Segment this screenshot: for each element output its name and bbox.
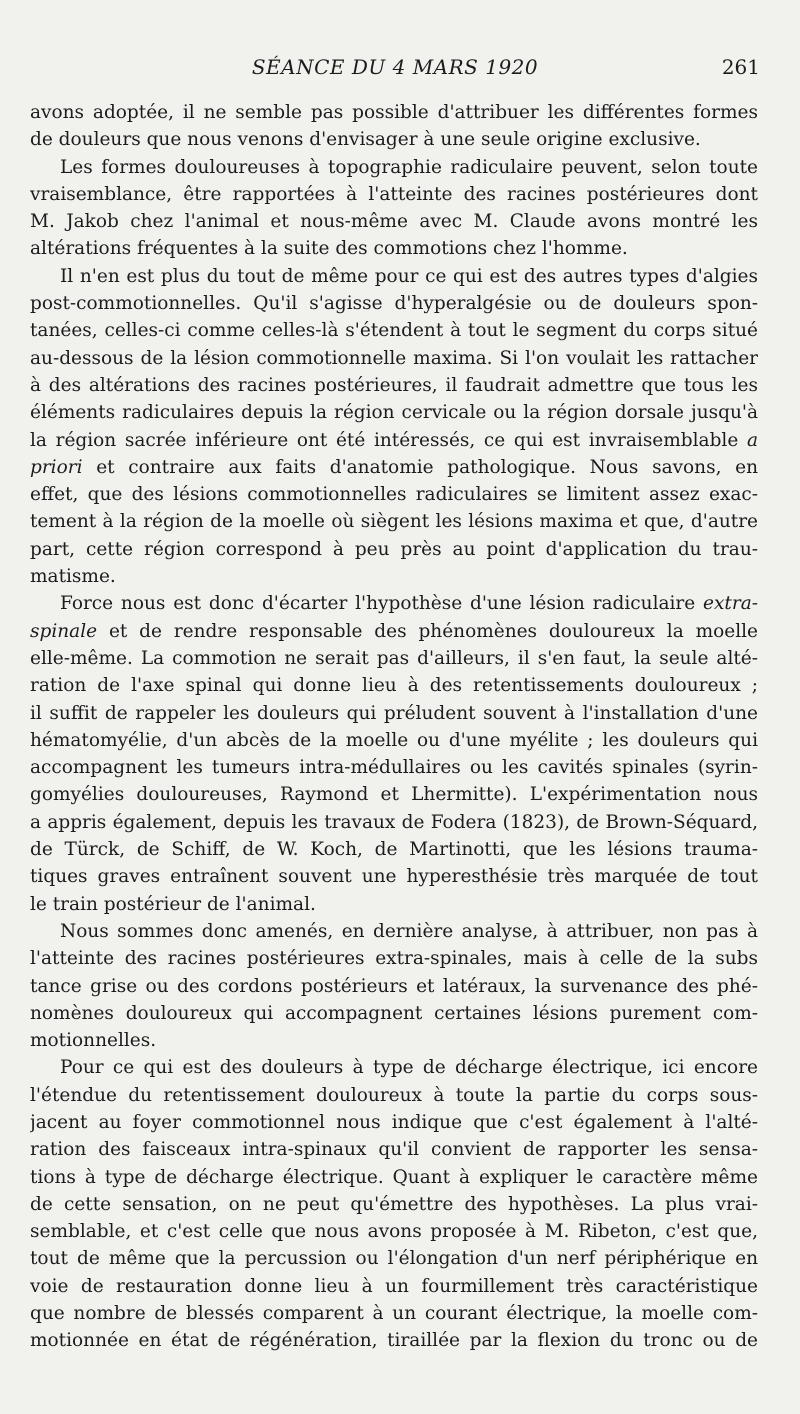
text-line: que nombre de blessés comparent à un courant électrique, la moelle com- [30, 1303, 758, 1325]
italic-word: a [746, 429, 758, 451]
text-line: effet, que des lésions commotionnelles radiculaires se limitent assez exac- [30, 484, 758, 506]
italic-word: priori [30, 456, 83, 478]
text-line: Nous sommes donc amenés, en dernière analyse, à attribuer, non pas à [60, 920, 758, 942]
text-line: au-dessous de la lésion commotionnelle maxima. Si l'on voulait les rattacher [30, 347, 758, 369]
text-segment: et contraire aux faits d'anatomie pathologique. Nous savons, en [96, 456, 758, 478]
page-number: 261 [721, 55, 760, 79]
text-line: vraisemblance, être rapportées à l'atteinte des racines postérieures dont [30, 183, 758, 205]
text-line: ration de l'axe spinal qui donne lieu à des retentissements douloureux ; [30, 675, 758, 697]
text-line: M. Jakob chez l'animal et nous-même avec M. Claude avons montré les [30, 211, 758, 233]
running-title: SÉANCE DU 4 MARS 1920 [251, 55, 539, 79]
text-line: post-commotionnelles. Qu'il s'agisse d'hyperalgésie ou de douleurs spon- [30, 293, 758, 315]
text-line: de cette sensation, on ne peut qu'émettre des hypothèses. La plus vrai- [30, 1193, 758, 1215]
text-line: tanées, celles-ci comme celles-là s'étendent à tout le segment du corps situé [30, 320, 758, 342]
text-line [30, 618, 758, 645]
body-text [30, 99, 758, 1355]
text-line: le train postérieur de l'animal. [30, 893, 316, 915]
text-line: tout de même que la percussion ou l'élongation d'un nerf périphérique en [30, 1248, 758, 1270]
text-line: nomènes douloureux qui accompagnent certaines lésions purement com- [30, 1002, 758, 1024]
italic-word: spinale [30, 620, 98, 642]
text-line: tions à type de décharge électrique. Quant à expliquer le caractère même [30, 1166, 758, 1188]
text-line: voie de restauration donne lieu à un fourmillement très caractéristique [30, 1275, 758, 1297]
text-line: Il n'en est plus du tout de même pour ce qui est des autres types d'algies [60, 265, 758, 287]
page-header [30, 55, 760, 89]
text-line: motionnée en état de régénération, tiraillée par la flexion du tronc ou de [30, 1330, 758, 1352]
text-line: de Türck, de Schiff, de W. Koch, de Martinotti, que les lésions trauma- [30, 839, 758, 861]
text-line: a appris également, depuis les travaux de Fodera (1823), de Brown-Séquard, [30, 811, 758, 833]
text-line: avons adoptée, il ne semble pas possible d'attribuer les différentes formes [30, 102, 758, 123]
text-line: à des altérations des racines postérieures, il faudrait admettre que tous les [30, 374, 758, 396]
text-line: de douleurs que nous venons d'envisager à une seule origine exclusive. [30, 129, 701, 151]
text-segment: et de rendre responsable des phénomènes douloureux la moelle [108, 620, 758, 642]
text-line: ration des faisceaux intra-spinaux qu'il convient de rapporter les sensa- [30, 1139, 758, 1161]
text-line: semblable, et c'est celle que nous avons proposée à M. Ribeton, c'est que, [30, 1221, 758, 1243]
text-line: hématomyélie, d'un abcès de la moelle ou d'une myélite ; les douleurs qui [30, 729, 758, 751]
text-line: altérations fréquentes à la suite des commotions chez l'homme. [30, 238, 628, 260]
text-line: jacent au foyer commotionnel nous indique que c'est également à l'alté- [30, 1111, 758, 1133]
text-line [30, 454, 758, 481]
text-line: l'atteinte des racines postérieures extra-spinales, mais à celle de la subs [30, 948, 758, 970]
text-line: Pour ce qui est des douleurs à type de décharge électrique, ici encore [60, 1057, 758, 1079]
text-line: elle-même. La commotion ne serait pas d'ailleurs, il s'en faut, la seule alté- [30, 647, 758, 669]
text-line [30, 590, 758, 617]
text-segment: Force nous est donc d'écarter l'hypothèse d'une lésion radiculaire [60, 593, 696, 615]
text-line: l'étendue du retentissement douloureux à toute la partie du corps sous- [30, 1084, 758, 1106]
text-line [30, 427, 758, 454]
text-line: matisme. [30, 566, 116, 588]
text-line: tance grise ou des cordons postérieurs et latéraux, la survenance des phé- [30, 975, 758, 997]
text-line: tement à la région de la moelle où siègent les lésions maxima et que, d'autre [30, 511, 758, 533]
text-line: éléments radiculaires depuis la région cervicale ou la région dorsale jusqu'à [30, 402, 758, 424]
italic-word: extra- [703, 593, 758, 615]
text-line: part, cette région correspond à peu près au point d'application du trau- [30, 538, 758, 560]
text-line: il suffit de rappeler les douleurs qui préludent souvent à l'installation d'une [30, 702, 758, 724]
text-line: motionnelles. [30, 1030, 157, 1052]
text-line: accompagnent les tumeurs intra-médullaires ou les cavités spinales (syrin- [30, 757, 758, 779]
text-segment: la région sacrée inférieure ont été intéressés, ce qui est invraisemblable [30, 429, 739, 451]
text-line: tiques graves entraînent souvent une hyperesthésie très marquée de tout [30, 866, 758, 888]
text-line: gomyélies douloureuses, Raymond et Lhermitte). L'expérimentation nous [30, 784, 758, 806]
text-line: Les formes douloureuses à topographie radiculaire peuvent, selon toute [60, 156, 758, 178]
